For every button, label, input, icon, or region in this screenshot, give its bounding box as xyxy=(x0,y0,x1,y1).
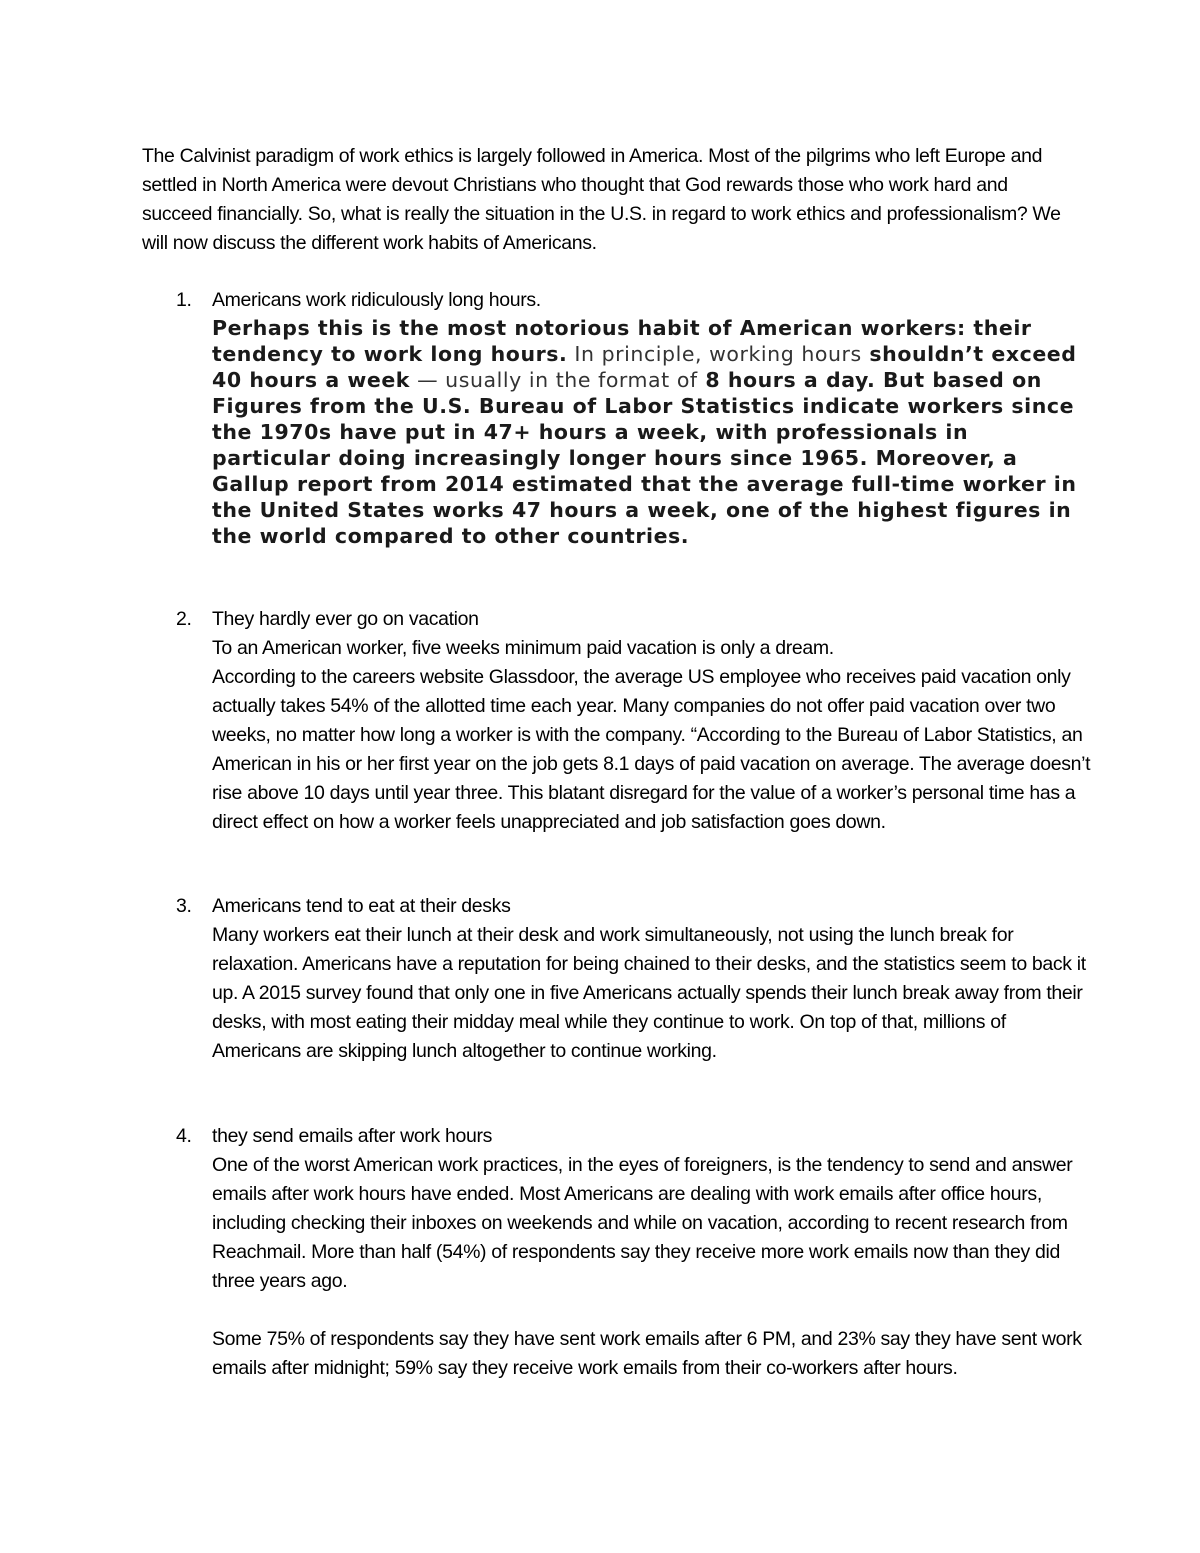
paragraph-spacer xyxy=(212,1296,1092,1325)
list-item-number: 3. xyxy=(176,895,192,917)
list-item-1 xyxy=(142,286,1082,549)
list-item-content xyxy=(212,605,1092,837)
list-item-number: 4. xyxy=(176,1125,192,1147)
web-para-part-c: shouldn’t exceed 40 hours a week xyxy=(212,342,1077,392)
list-item-body: One of the worst American work practices, in the eyes of foreigners, is the tendency to send and answer emails after work hours have ended. Most Americans are dealing with work emails after office hours, including checking their inboxes on weekends and while on vacation, according to recent research from Reachmail. More than half (54%) of respondents say they receive more work emails now than they did three years ago. xyxy=(212,1154,1073,1292)
list-item-2 xyxy=(142,605,1091,837)
list-item-number: 2. xyxy=(176,608,192,630)
quoted-web-paragraph xyxy=(212,315,1082,549)
list-item-title: They hardly ever go on vacation xyxy=(212,608,479,630)
list-item-title: Americans work ridiculously long hours. xyxy=(212,289,541,311)
web-para-part-e: 8 hours a day. But based on Figures from the U.S. Bureau of Labor Statistics indicate workers since the 1970s have put in 47+ hours a week, with professionals in particular doing increasingly longer hours since 1965. Moreover, a Gallup report from 2014 estimated that the average full-time worker in the United States works 47 hours a week, one of the highest figures in the world compared to other countries. xyxy=(212,368,1077,548)
list-item-body-second: Some 75% of respondents say they have sent work emails after 6 PM, and 23% say they have sent work emails after midnight; 59% say they receive work emails from their co-workers after hours. xyxy=(212,1328,1082,1379)
list-item-number: 1. xyxy=(176,289,192,311)
list-item-3 xyxy=(142,892,1086,1066)
list-item-content xyxy=(212,1122,1092,1383)
list-item-content xyxy=(212,892,1092,1066)
list-item-title: they send emails after work hours xyxy=(212,1125,492,1147)
list-item-body: Many workers eat their lunch at their desk and work simultaneously, not using the lunch break for relaxation. Americans have a reputation for being chained to their desks, and the statistics seem to back it up. A 2015 survey found that only one in five Americans actually spends their lunch break away from their desks, with most eating their midday meal while they continue to work. On top of that, millions of Americans are skipping lunch altogether to continue working. xyxy=(212,924,1086,1062)
list-item-body: According to the careers website Glassdoor, the average US employee who receives paid vacation only actually takes 54% of the allotted time each year. Many companies do not offer paid vacation over two weeks, no matter how long a worker is with the company. “According to the Bureau of Labor Statistics, an American in his or her first year on the job gets 8.1 days of paid vacation on average. The average doesn’t rise above 10 days until year three. This blatant disregard for the value of a worker’s personal time has a direct effect on how a worker feels unappreciated and job satisfaction goes down. xyxy=(212,666,1091,833)
list-item-content xyxy=(212,286,1092,549)
intro-paragraph: The Calvinist paradigm of work ethics is largely followed in America. Most of the pilgrims who left Europe and settled in North America were devout Christians who thought that God rewards those who work hard and succeed financially. So, what is really the situation in the U.S. in regard to work ethics and professionalism? We will now discuss the different work habits of Americans. xyxy=(142,145,1061,254)
list-item-first-line: To an American worker, five weeks minimum paid vacation is only a dream. xyxy=(212,637,834,659)
web-para-part-a: Perhaps this is the most notorious habit of American workers: their tendency to work long hours. xyxy=(212,316,1032,366)
list-item-title: Americans tend to eat at their desks xyxy=(212,895,511,917)
list-item-4 xyxy=(142,1122,1082,1383)
web-para-part-b: In principle, working hours xyxy=(567,342,862,366)
web-para-part-d: — usually in the format of xyxy=(410,368,698,392)
